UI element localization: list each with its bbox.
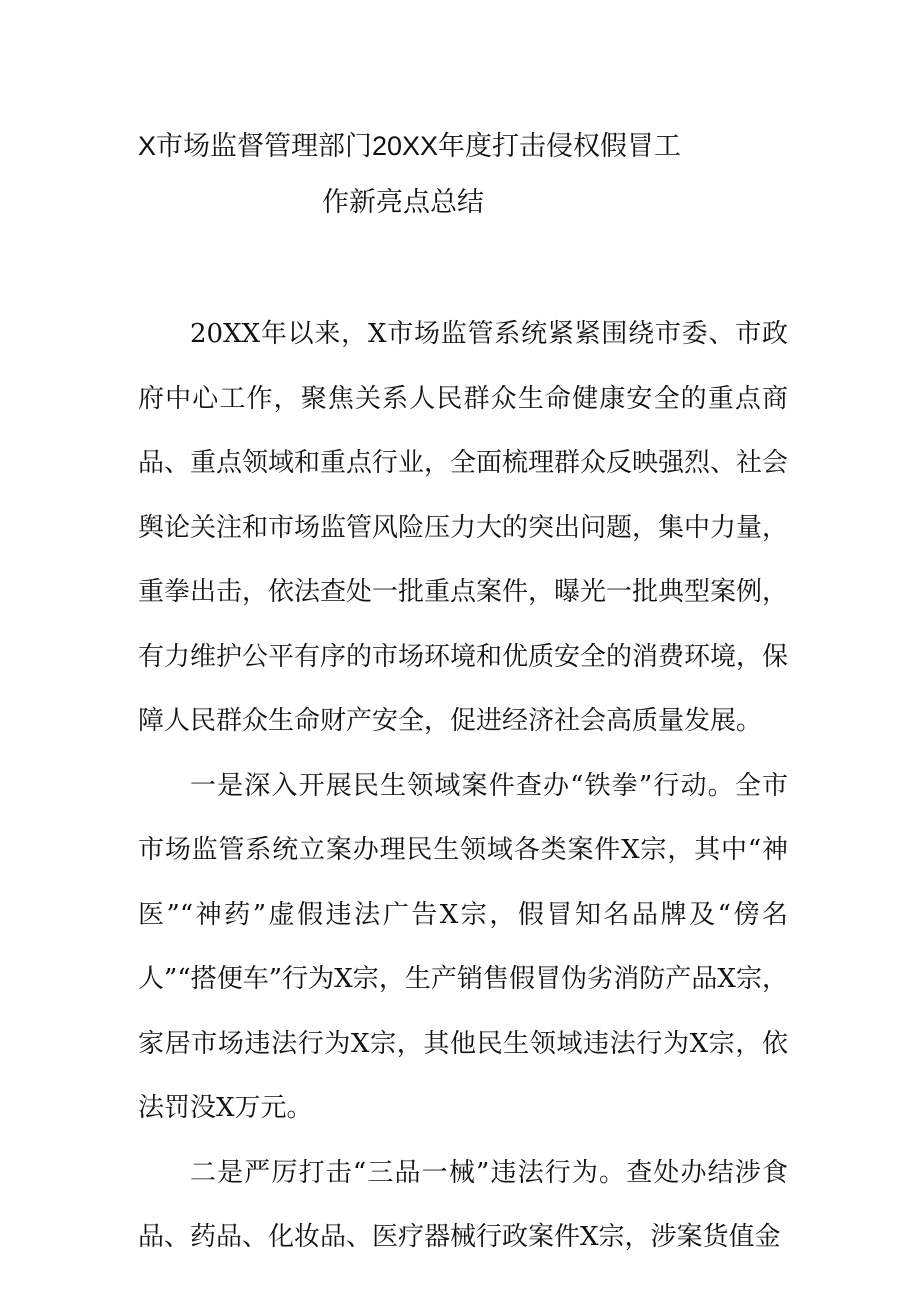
document-title-line-1: X市场监督管理部门20XX年度打击侵权假冒工 [138, 131, 682, 161]
document-title-line-2: 作新亮点总结 [322, 187, 484, 217]
document-body [138, 302, 788, 1270]
paragraph-point-1: 一是深入开展民生领域案件查办“铁拳”行动。全市市场监管系统立案办理民生领域各类案件X宗，其中“神医”“神药”虚假违法广告X宗，假冒知名品牌及“傍名人”“搭便车”行为X宗，生产销售假冒伪劣消防产品X宗，家居市场违法行为X宗，其他民生领域违法行为X宗，依法罚没X万元。 [138, 770, 788, 1123]
paragraph-point-2: 二是严厉打击“三品一械”违法行为。查处办结涉食品、药品、化妆品、医疗器械行政案件X宗，涉案货值金 [138, 1157, 788, 1252]
paragraph-intro: 20XX年以来，X市场监管系统紧紧围绕市委、市政府中心工作，聚焦关系人民群众生命健康安全的重点商品、重点领域和重点行业，全面梳理群众反映强烈、社会舆论关注和市场监管风险压力大的突出问题，集中力量，重拳出击，依法查处一批重点案件，曝光一批典型案例，有力维护公平有序的市场环境和优质安全的消费环境，保障人民群众生命财产安全，促进经济社会高质量发展。 [138, 319, 789, 736]
